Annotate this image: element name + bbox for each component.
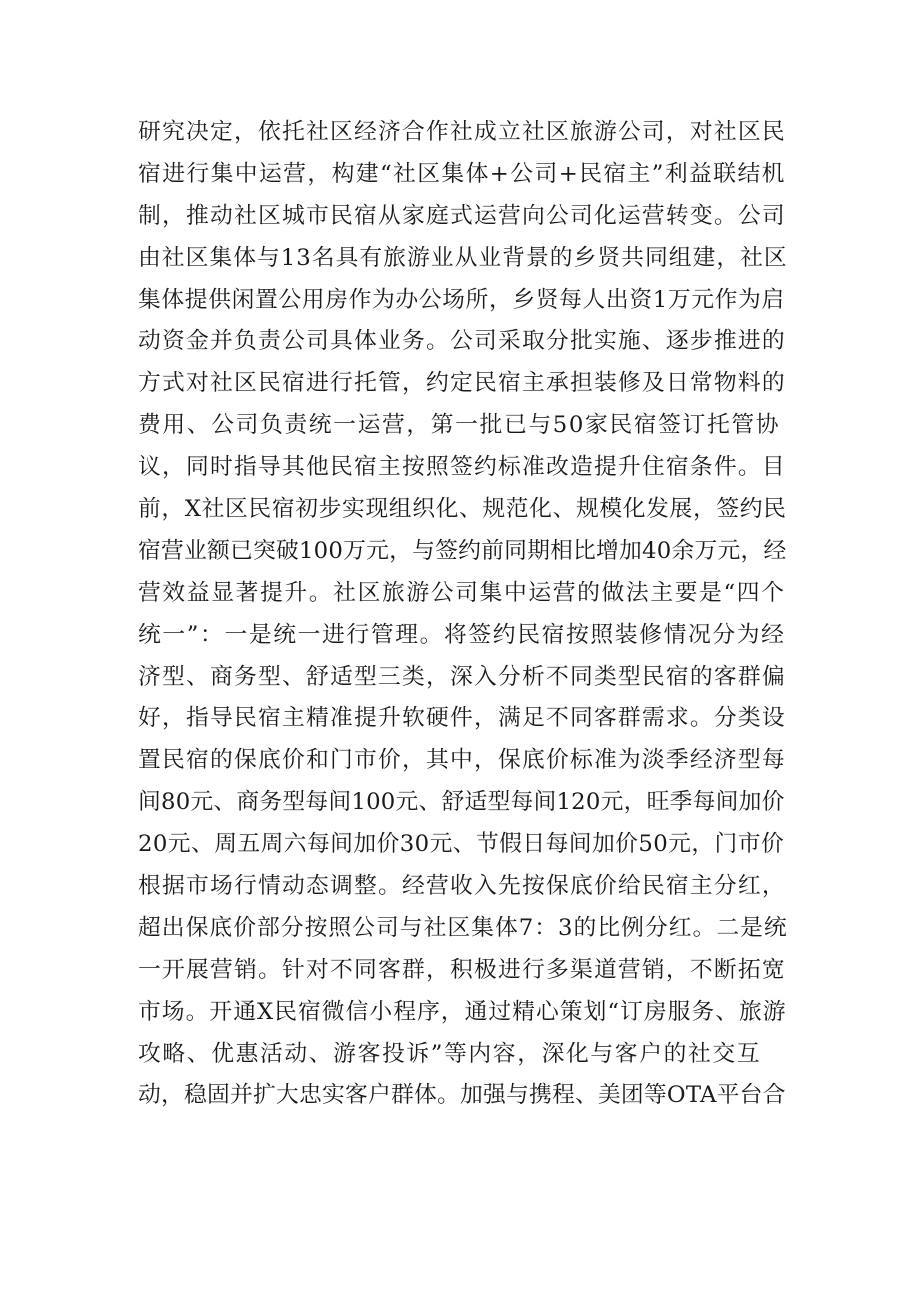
text-line-15: 好，指导民宿主精准提升软硬件，满足不同客群需求。分类设 — [138, 705, 786, 732]
text-line-12: 营效益显著提升。社区旅游公司集中运营的做法主要是“四个 — [138, 579, 786, 606]
text-line-10: 前，X社区民宿初步实现组织化、规范化、规模化发展，签约民 — [138, 496, 787, 523]
text-line-7: 方式对社区民宿进行托管，约定民宿主承担装修及日常物料的 — [138, 370, 786, 397]
text-line-17: 间80元、商务型每间100元、舒适型每间120元，旺季每间加价 — [138, 789, 785, 816]
text-line-21: 一开展营销。针对不同客群，积极进行多渠道营销，不断拓宽 — [138, 956, 786, 983]
text-line-20: 超出保底价部分按照公司与社区集体7：3的比例分红。二是统 — [138, 914, 788, 941]
text-line-3: 制，推动社区城市民宿从家庭式运营向公司化运营转变。公司 — [138, 202, 786, 229]
text-line-4: 由社区集体与13名具有旅游业从业背景的乡贤共同组建，社区 — [138, 244, 788, 271]
text-line-18: 20元、周五周六每间加价30元、节假日每间加价50元，门市价 — [138, 831, 785, 858]
text-line-6: 动资金并负责公司具体业务。公司采取分批实施、逐步推进的 — [138, 328, 786, 355]
text-line-13: 统一”：一是统一进行管理。将签约民宿按照装修情况分为经 — [138, 621, 786, 648]
text-line-8: 费用、公司负责统一运营，第一批已与50家民宿签订托管协 — [138, 412, 781, 439]
text-line-22: 市场。开通X民宿微信小程序，通过精心策划“订房服务、旅游 — [138, 998, 787, 1025]
text-line-5: 集体提供闲置公用房作为办公场所，乡贤每人出资1万元作为启 — [138, 286, 785, 313]
text-line-9: 议，同时指导其他民宿主按照签约标准改造提升住宿条件。目 — [138, 454, 786, 481]
body-text — [138, 112, 788, 1117]
text-line-16: 置民宿的保底价和门市价，其中，保底价标准为淡季经济型每 — [138, 747, 786, 774]
text-line-23: 攻略、优惠活动、游客投诉”等内容，深化与客户的社交互 — [138, 1040, 762, 1067]
text-line-24: 动，稳固并扩大忠实客户群体。加强与携程、美团等OTA平台合 — [138, 1082, 786, 1109]
text-line-1: 研究决定，依托社区经济合作社成立社区旅游公司，对社区民 — [138, 119, 786, 145]
text-line-2: 宿进行集中运营，构建“社区集体+公司+民宿主”利益联结机 — [138, 160, 786, 187]
text-line-19: 根据市场行情动态调整。经营收入先按保底价给民宿主分红， — [138, 873, 786, 900]
text-line-11: 宿营业额已突破100万元，与签约前同期相比增加40余万元，经 — [138, 537, 787, 564]
text-line-14: 济型、商务型、舒适型三类，深入分析不同类型民宿的客群偏 — [138, 663, 786, 690]
